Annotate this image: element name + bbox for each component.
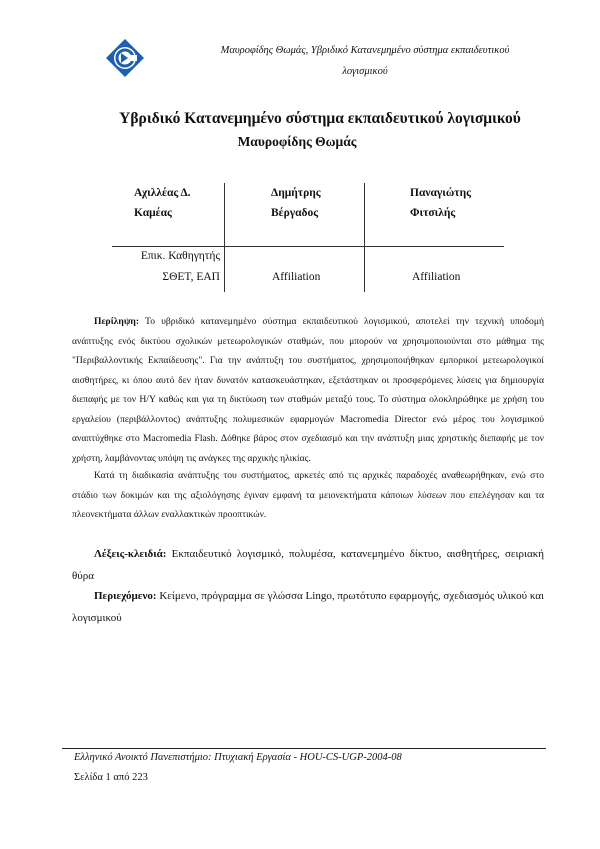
supervisor-2-affiliation: Affiliation [272, 271, 321, 283]
supervisor-1-name: Αχιλλέας Δ. Καμέας [134, 187, 191, 219]
abstract-text: Το υβριδικό κατανεμημένο σύστημα εκπαιδευτικού λογισμικού, αποτελεί την τεχνική υποδομή ανάπτυξης ενός δικτύου σχολικών μετεωρολογικών σταθμών, που μπορούν να χρησιμοποιούνται στο μάθημα της "Περιβαλλοντικής Εκπαίδευσης". Για την ανάπτυξη του συστήματος, χρησιμοποιήθηκαν εμπορικοί μετεωρολογικοί αισθητήρες, κι όπου αυτό δεν ήταν δυνατόν κατασκευάστηκαν, εξετάστηκαν οι προσφερόμενες λύσεις για δημιουργία διεπαφής με τον Η/Υ καθώς και για τη δικτύωση των σταθμών μεταξύ τους. Το σύστημα ολοκληρώθηκε με χρήση του εργαλείου (περιβάλλοντος) ανάπτυξης πολυμεσικών εφαρμογών Macromedia Director ενώ μέρος του λογισμικού αναπτύχθηκε στο Macromedia Flash. Δόθηκε βάρος στον σχεδιασμό και την ανάπτυξη μιας χρηστικής διεπαφής με τον χρήστη, λαμβάνοντας υπόψη τις ανάγκες της αρχικής ηλικίας. [72, 316, 544, 464]
supervisor-3-affiliation: Affiliation [412, 271, 461, 283]
supervisor-3-name: Παναγιώτης Φιτσιλής [410, 187, 471, 219]
table-divider [224, 183, 225, 292]
keywords-label: Λέξεις-κλειδιά: [94, 548, 167, 560]
running-header-line2: λογισμικού [342, 66, 388, 77]
page-number: Σελίδα 1 από 223 [74, 772, 148, 783]
abstract-paragraph-1 [72, 312, 544, 468]
supervisors-table [112, 183, 504, 292]
keywords-section [72, 543, 544, 587]
keywords-text: Εκπαιδευτικό λογισμικό, πολυμέσα, κατανεμημένο δίκτυο, αισθητήρες, σειριακή θύρα [72, 548, 545, 582]
table-divider [364, 183, 365, 292]
abstract-paragraph-2 [72, 466, 544, 525]
contents-label: Περιεχόμενο: [94, 590, 157, 602]
footer-rule [62, 748, 546, 749]
contents-section [72, 585, 544, 629]
abstract-label: Περίληψη: [94, 316, 140, 327]
university-logo-icon [105, 38, 145, 78]
running-header [180, 40, 550, 82]
author-name: Μαυροφίδης Θωμάς [237, 134, 357, 149]
supervisor-2-name: Δημήτρης Βέργαδος [271, 187, 321, 219]
supervisor-1-role: Επικ. Καθηγητής ΣΘΕΤ, ΕΑΠ [140, 250, 220, 283]
running-header-line1: Μαυροφίδης Θωμάς, Υβριδικό Κατανεμημένο σύστημα εκπαιδευτικού [220, 45, 510, 56]
abstract-text-2: Κατά τη διαδικασία ανάπτυξης του συστήματος, αρκετές από τις αρχικές παραδοχές αναθεωρήθηκαν, ενώ στο στάδιο των δοκιμών και της αξιολόγησης έγιναν εμφανή τα μειονεκτήματα κάποιων λύσεων που επελέγησαν και τα πλεονεκτήματα άλλων εναλλακτικών προοπτικών. [72, 470, 544, 520]
contents-text: Κείμενο, πρόγραμμα σε γλώσσα Lingo, πρωτότυπο εφαρμογής, σχεδιασμός υλικού και λογισμικού [72, 590, 544, 624]
document-title: Υβριδικό Κατανεμημένο σύστημα εκπαιδευτικού λογισμικού [119, 110, 521, 127]
footer-institution: Ελληνικό Ανοικτό Πανεπιστήμιο: Πτυχιακή Εργασία - HOU-CS-UGP-2004-08 [74, 752, 402, 763]
